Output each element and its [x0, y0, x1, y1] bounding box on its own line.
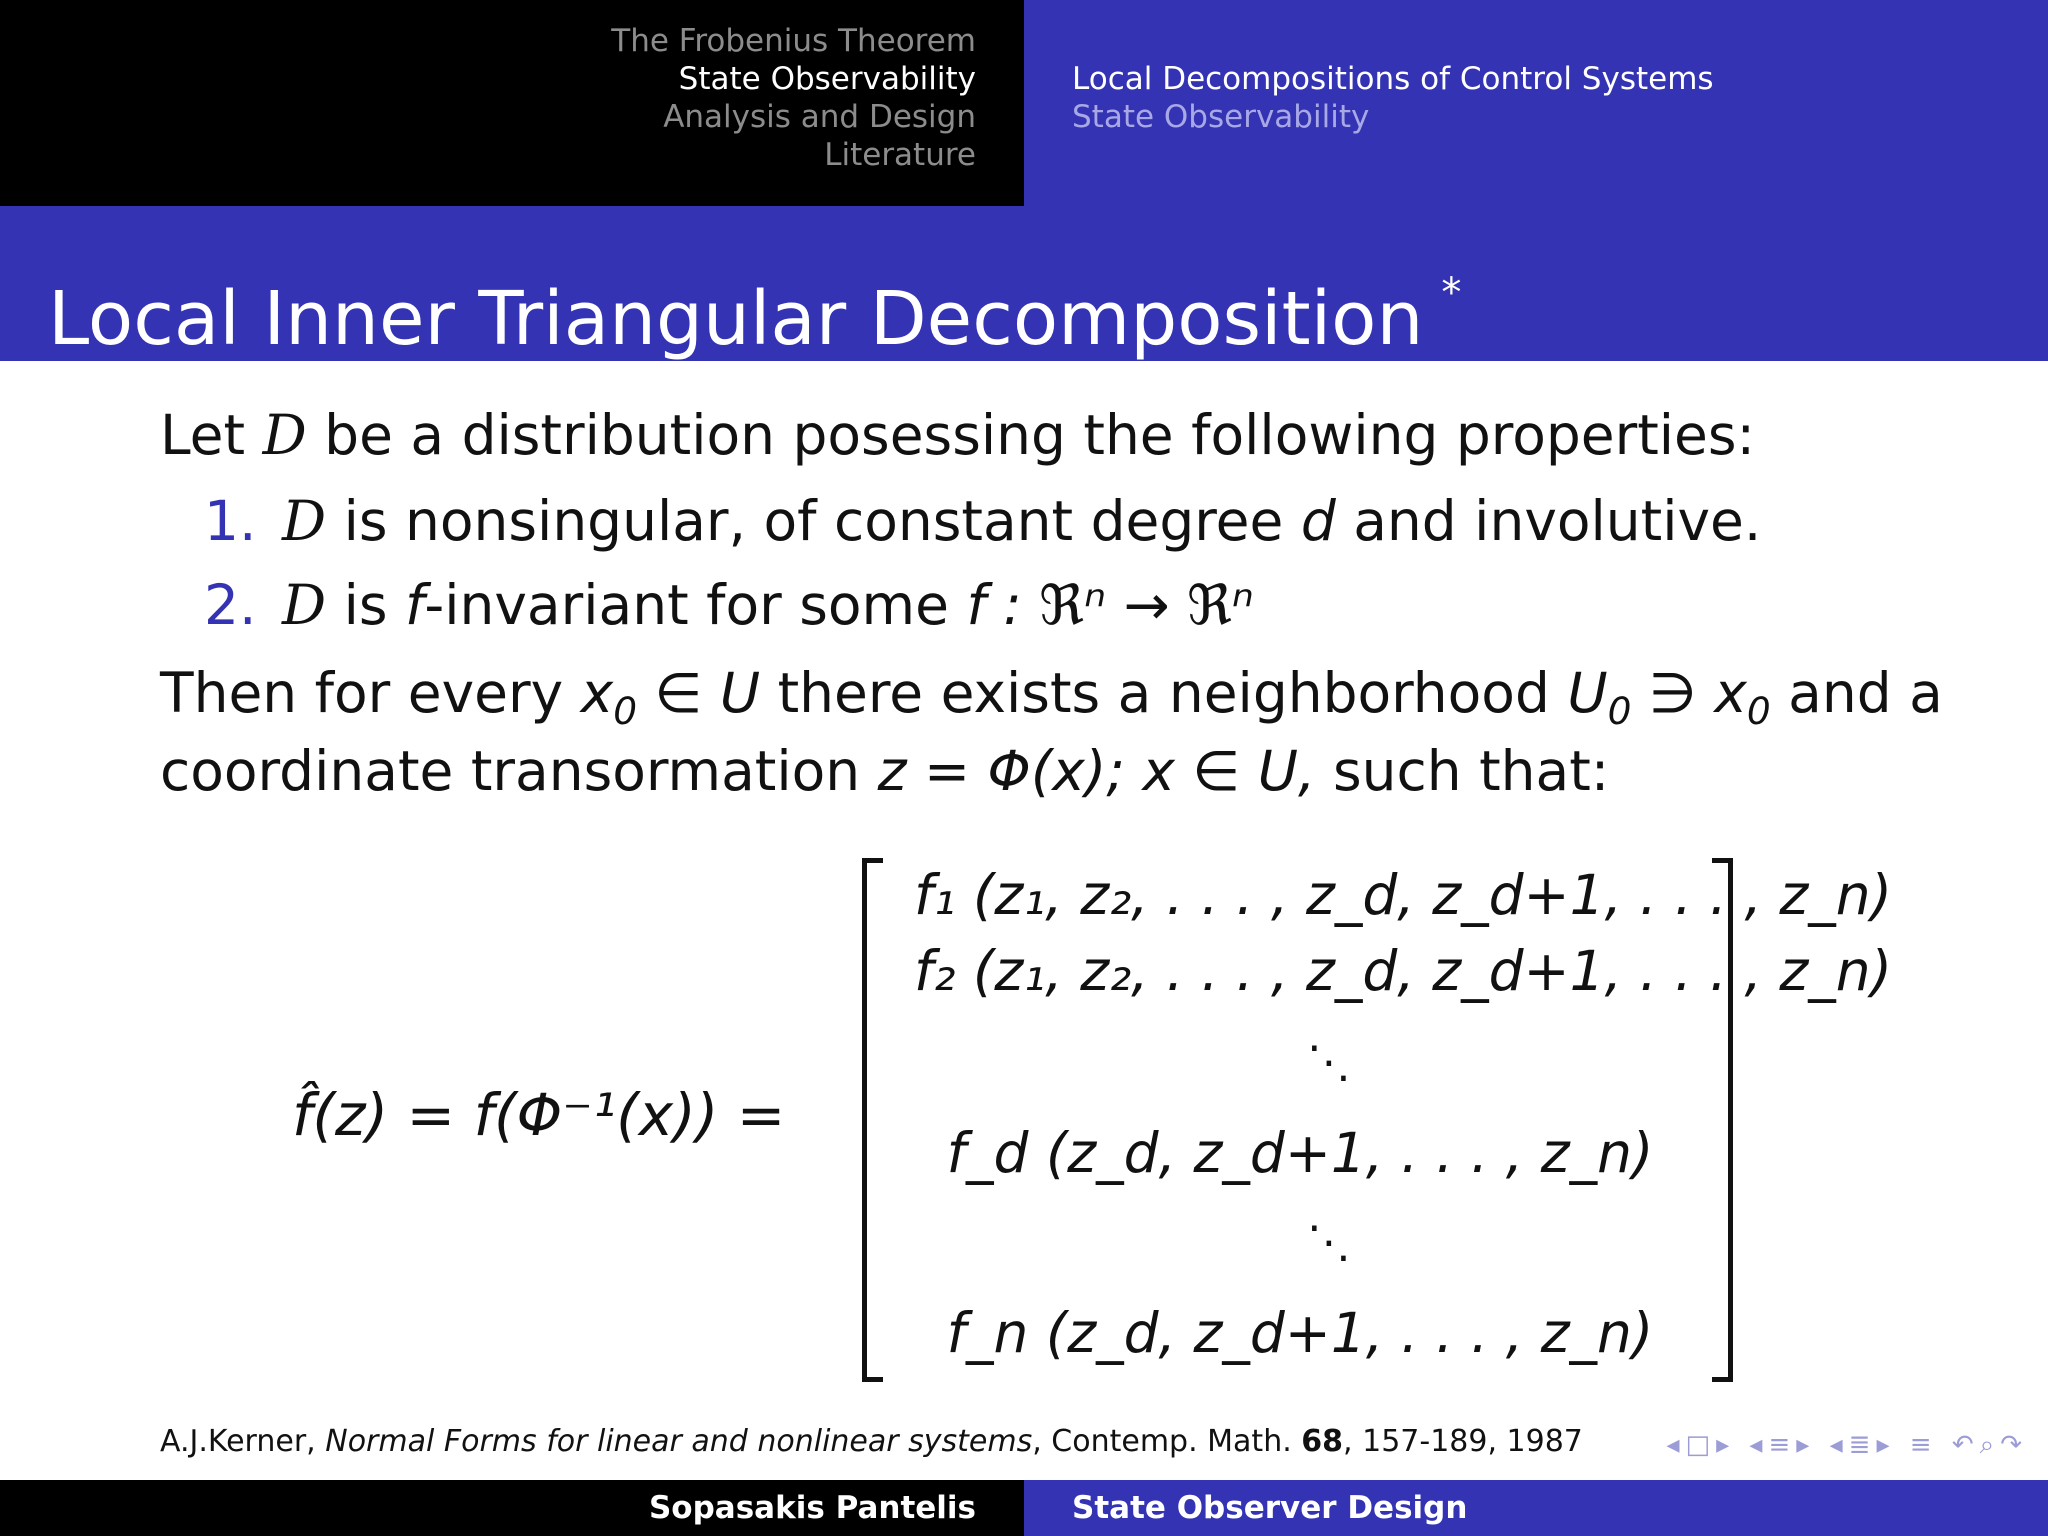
- property-item-1: [204, 488, 1761, 554]
- citation-volume: 68: [1301, 1424, 1344, 1459]
- item-number-1: 1.: [204, 489, 257, 553]
- item1-var: d: [1300, 489, 1336, 553]
- coord-text-b: such that:: [1332, 739, 1610, 803]
- nav-toc-icon[interactable]: ≡: [1909, 1430, 1938, 1460]
- item1-text-b: and involutive.: [1353, 489, 1762, 553]
- nav-section-frobenius[interactable]: The Frobenius Theorem: [611, 23, 976, 59]
- nav-subsection-prev-icon[interactable]: ◂: [1749, 1430, 1769, 1460]
- coord-line: [160, 738, 1609, 804]
- footer-right: [1024, 1480, 2048, 1536]
- citation: [160, 1424, 1583, 1460]
- matrix-row-2: f₂ (z₁, z₂, . . . , z_d, z_d+1, . . . , z_n): [914, 939, 1893, 1003]
- footer-author: Sopasakis Pantelis: [648, 1490, 976, 1526]
- matrix-row-n: f_n (z_d, z_d+1, . . . , z_n): [946, 1301, 1654, 1365]
- footer-left: [0, 1480, 1024, 1536]
- nav-section-next-icon[interactable]: ▸: [1876, 1430, 1896, 1460]
- matrix-bracket-right: [1712, 858, 1733, 1382]
- equation-lhs: f̂(z) = f(Φ⁻¹(x)) =: [292, 1081, 786, 1149]
- header-subsection-nav: [1024, 0, 2048, 206]
- matrix-row-ddots-1: ⋱: [1307, 1037, 1353, 1088]
- frame-title: [48, 248, 1461, 364]
- nav-section-prev-icon[interactable]: ◂: [1829, 1430, 1849, 1460]
- citation-pages: , 157-189, 1987: [1343, 1424, 1583, 1459]
- nav-frame-icon[interactable]: □: [1685, 1430, 1717, 1460]
- frame-title-mark: *: [1441, 270, 1462, 316]
- nav-subsection-next-icon[interactable]: ▸: [1796, 1430, 1816, 1460]
- then-text-a: Then for every: [160, 661, 564, 725]
- nav-section-state-observability[interactable]: State Observability: [678, 61, 976, 97]
- then-line: [160, 660, 1943, 733]
- item2-text-a: is: [343, 573, 388, 637]
- matrix-row-1: f₁ (z₁, z₂, . . . , z_d, z_d+1, . . . , z_n): [914, 863, 1893, 927]
- item-number-2: 2.: [204, 573, 257, 637]
- then-text-c: and a: [1788, 661, 1943, 725]
- nav-frame-next-icon[interactable]: ▸: [1716, 1430, 1736, 1460]
- distribution-symbol: D: [262, 403, 307, 467]
- nav-section-title[interactable]: Local Decompositions of Control Systems: [1072, 61, 1714, 97]
- item2-map: f : ℜⁿ → ℜⁿ: [966, 573, 1254, 637]
- nav-search-icon[interactable]: ⌕: [1979, 1430, 2001, 1460]
- citation-title: Normal Forms for linear and nonlinear systems: [325, 1424, 1033, 1459]
- intro-text-b: be a distribution posessing the following properties:: [324, 403, 1756, 467]
- citation-author: A.J.Kerner,: [160, 1424, 316, 1459]
- then-text-b: there exists a neighborhood: [777, 661, 1550, 725]
- nav-forward-icon[interactable]: ↷: [2000, 1430, 2028, 1460]
- item2-text-b: -invariant for some: [424, 573, 949, 637]
- citation-journal: , Contemp. Math.: [1032, 1424, 1292, 1459]
- nav-subsection-icon[interactable]: ≡: [1768, 1430, 1797, 1460]
- beamer-navigation-controls: [1666, 1430, 2028, 1461]
- matrix-bracket-left: [862, 858, 883, 1382]
- item1-text-a: is nonsingular, of constant degree: [343, 489, 1284, 553]
- property-item-2: [204, 572, 1254, 638]
- nav-subsection-title[interactable]: State Observability: [1072, 99, 1370, 135]
- distribution-symbol: D: [282, 573, 327, 637]
- matrix-row-ddots-2: ⋱: [1307, 1217, 1353, 1268]
- item2-var: f: [405, 573, 425, 637]
- frame-title-text: Local Inner Triangular Decomposition: [48, 276, 1424, 362]
- nav-back-icon[interactable]: ↶: [1951, 1430, 1980, 1460]
- distribution-symbol: D: [282, 489, 327, 553]
- math-transformation: z = Φ(x); x ∈ U,: [877, 739, 1316, 803]
- math-U0-ni-x0: $U_0$ ∋ $x_0$: [1567, 661, 1771, 733]
- nav-section-icon[interactable]: ≣: [1848, 1430, 1877, 1460]
- math-x0-in-U: $x_0$ ∈ U: [580, 661, 761, 733]
- intro-text-a: Let: [160, 403, 246, 467]
- nav-section-analysis-design[interactable]: Analysis and Design: [663, 99, 976, 135]
- nav-frame-prev-icon[interactable]: ◂: [1666, 1430, 1686, 1460]
- intro-line: [160, 402, 1755, 468]
- nav-section-literature[interactable]: Literature: [824, 137, 976, 173]
- footer-title: State Observer Design: [1072, 1490, 1468, 1526]
- header-section-nav: [0, 0, 1024, 206]
- coord-text-a: coordinate transormation: [160, 739, 861, 803]
- section-list: [276, 22, 976, 174]
- matrix-row-d: f_d (z_d, z_d+1, . . . , z_n): [946, 1121, 1654, 1185]
